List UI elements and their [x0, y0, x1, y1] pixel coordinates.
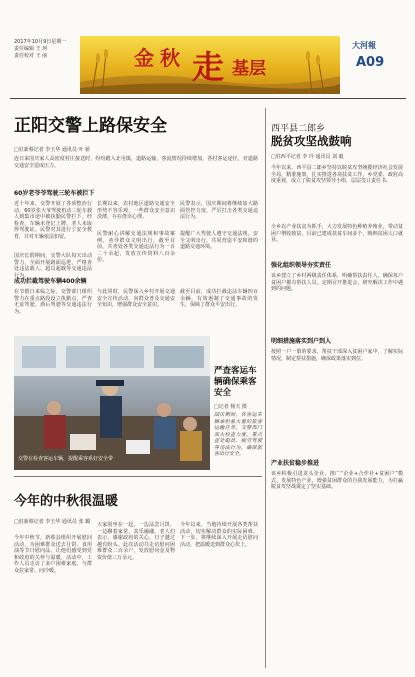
photo-illustration: [14, 336, 210, 470]
right-subhead-1: 强化组织领导夯实责任: [271, 262, 332, 269]
right-p3: 该乡建立了乡村两级责任体系，明确帮扶责任人，确保每户贫困户都有帮扶人员。定期召开推进会，研究解决工作中遇到的问题。: [271, 273, 403, 292]
col1-p2: 国庆长假期间，交警大队每天出动警力，全面开展路面巡逻，严格查处违法载人、超员超载等交通违法行为。: [14, 253, 92, 279]
editor-line: 责任编辑 王 珂: [14, 46, 48, 52]
second-col1: 今年中秋节，新蔡县组织开展慰问活动，为困难群众送去月饼、食用油等节日慰问品，让他们感受到党和政府的关怀与温暖。活动中，工作人员走访了多户困难家庭，与群众拉家常、问冷暖。: [14, 535, 92, 574]
main-headline: 正阳交警上路保安全: [14, 116, 167, 136]
second-col3: 今年以来，当地持续开展各类帮扶活动，切实解决群众的实际困难。下一步，将继续深入开展走访慰问活动，把温暖送到群众心坎上。: [180, 522, 258, 548]
banner-char-3: 走: [192, 48, 225, 86]
col2-p2: 民警耐心讲解交通法规和事故案例，劝导群众文明出行。截至目前，共查处各类交通违法行为一百二十余起，发放宣传资料八百余份。: [97, 231, 175, 263]
second-byline: □驻新蔡记者 李玉华 通讯员 张 璐: [14, 519, 91, 525]
right-byline: □驻西平记者 李 玲 通讯员 刘 毅: [271, 154, 344, 160]
photo-caption: 交警在检查客运车辆，提醒乘客系好安全带: [18, 456, 114, 462]
banner-char-4: 基层: [232, 59, 266, 79]
banner-char-2: 秋: [160, 46, 180, 70]
page-number: A09: [356, 55, 385, 70]
sub2-col2: 与此同时，民警深入乡村开展交通安全宣传活动，向群众普及交通安全知识，增强群众安全意识。: [97, 289, 175, 308]
right-p1: 今年以来，西平县二郎乡坚持以脱贫攻坚统揽经济社会发展全局，精准施策，扎实推进各项扶贫工作。乡党委、政府高度重视，成立了脱贫攻坚领导小组，层层签订责任书。: [271, 165, 403, 184]
side-byline: □记者 杨天 摄: [214, 404, 247, 410]
subhead-intercepted: 成功拦截驾驶车辆400余辆: [14, 278, 87, 285]
subhead-elderly: 60岁老爷爷驾驶三轮车被拦下: [14, 190, 95, 197]
second-col2: 大家围坐在一起，一边品尝月饼，一边聊着家常，其乐融融。老人们表示，感谢政府的关心，日子越过越有盼头。此次活动共走访慰问困难群众二百余户，发放慰问金及物资价值三万余元。: [97, 522, 175, 561]
banner: [80, 36, 340, 94]
right-headline: 脱贫攻坚战鼓响: [271, 134, 352, 148]
sub2-col1: 在节假日来临之际，交警部门组织警力在重点路段设立执勤点，严查无证驾驶、酒后驾驶等交通违法行为。: [14, 289, 92, 315]
date-line: 2017年10月9日星期一: [14, 39, 67, 45]
main-lead: 连日来国庆家人高密度村庄接送时，纷纷踏入北屯镇，道路运输，客流情况持续增加，各村客运途径，对道路交通安全造成压力。: [14, 156, 258, 169]
right-p4: 按照一户一策的要求，帮扶干部深入贫困户家中，了解实际情况，制定帮扶措施，确保政策落实到位。: [271, 349, 403, 362]
col1-p1: 近十年来，交警开展了各项整治行动，60岁张大爷驾驶机动三轮车载人到集市途中被执勤民警拦下。经检查，车辆未登记上牌，老人未取得驾驶证。民警对其进行了安全教育，并对车辆依法扣留。: [14, 201, 92, 240]
col3-p1: 民警表示，国庆期间将继续加大路面管控力度，严厉打击各类交通违法行为。: [180, 201, 258, 220]
right-headline-small: 西平县二郎乡: [271, 124, 326, 134]
design-line: 责任校对 王 丽: [14, 53, 48, 59]
right-p5: 该乡积极引进龙头企业，推广“企业+合作社+贫困户”模式，发展特色产业，增强贫困群众的自我发展能力，为打赢脱贫攻坚战奠定了坚实基础。: [271, 471, 403, 490]
col3-p2: 提醒广大驾驶人遵守交通法规，安全文明出行，共同营造平安和谐的道路交通环境。: [180, 231, 258, 250]
paper-name: 大河報: [352, 41, 376, 50]
main-byline: □驻新蔡记者 李玉华 通讯员 叶 娇: [14, 147, 91, 153]
right-p2: 全乡以产业扶贫为抓手，大力发展特色种植养殖业，带动贫困户增收致富。目前已建成扶贫车间多个，吸纳贫困人口就业。: [271, 224, 403, 243]
right-subhead-2: 明细措施落实到户到人: [271, 338, 332, 345]
sub2-col3: 截至目前，成功拦截违法车辆四百余辆，有效遏制了交通事故的发生，保障了群众平安出行。: [180, 289, 258, 308]
col2-p1: 长期以来，农村地区道路交通安全形势不容乐观，一些群众安全意识淡薄，存在侥幸心理。: [97, 201, 175, 220]
banner-char-1: 金: [134, 46, 154, 70]
news-photo: [14, 336, 210, 470]
second-headline: 今年的中秋很温暖: [14, 494, 119, 509]
side-title: 严查客运车辆确保乘客安全: [214, 366, 257, 398]
right-subhead-3: 产业扶贫稳步推进: [271, 460, 320, 467]
side-body: 国庆期间，各客运车辆承担着大量的旅客运输任务。交警部门加大检查力度，重点查处超员、疲劳驾驶等违法行为，确保旅客出行安全。: [214, 412, 262, 457]
